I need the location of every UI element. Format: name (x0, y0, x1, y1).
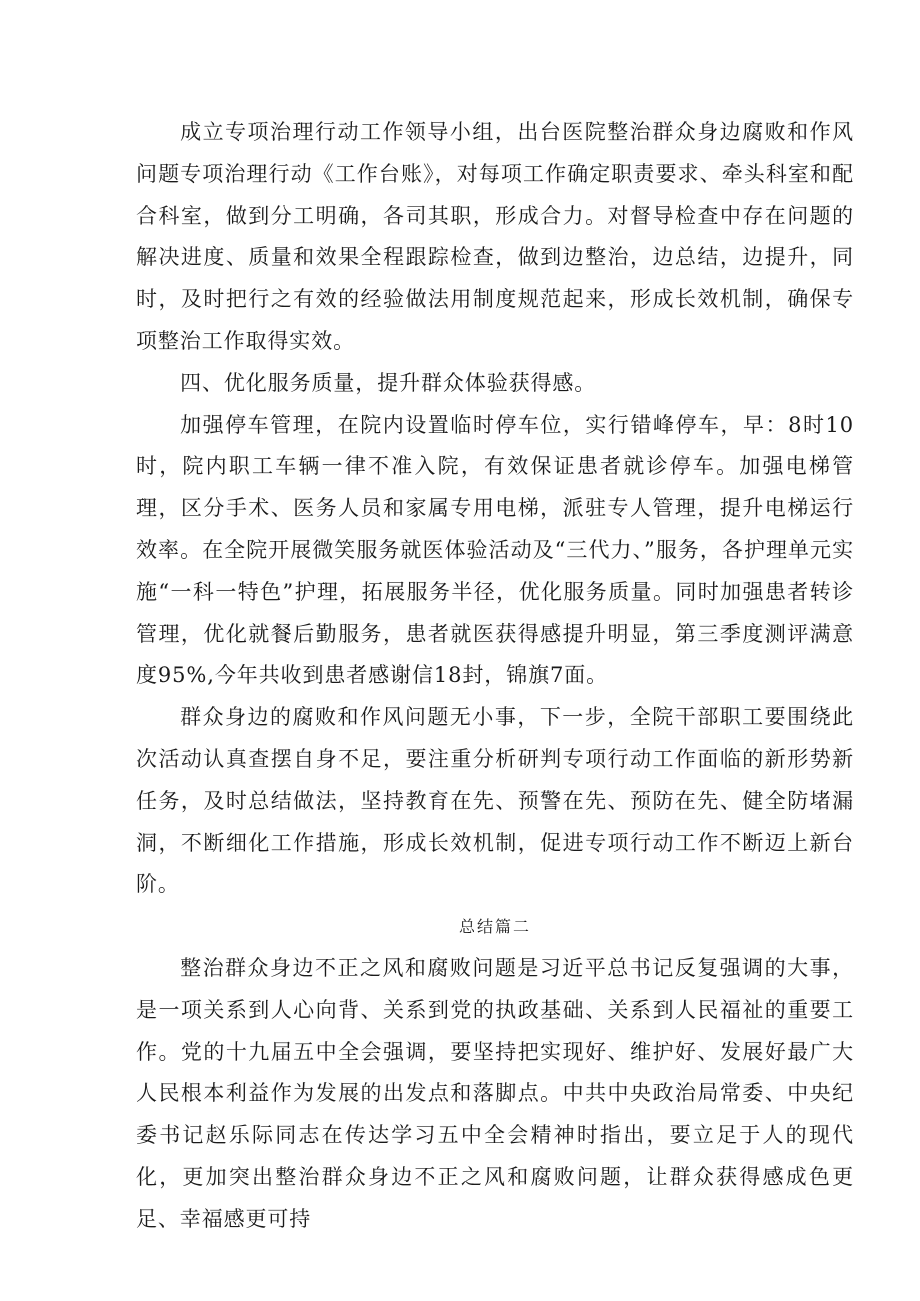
paragraph: 群众身边的腐败和作风问题无小事，下一步，全院干部职工要围绕此次活动认真查摆自身不足，要注重分析研判专项行动工作面临的新形势新任务，及时总结做法，坚持教育在先、预警在先、预防在先、健全防堵漏洞，不断细化工作措施，形成长效机制，促进专项行动工作不断迈上新台阶。 (136, 705, 854, 897)
paragraph: 成立专项治理行动工作领导小组，出台医院整治群众身边腐败和作风问题专项治理行动《工作台账》，对每项工作确定职责要求、牵头科室和配合科室，做到分工明确，各司其职，形成合力。对督导检查中存在问题的解决进度、质量和效果全程跟踪检查，做到边整治，边总结，边提升，同时，及时把行之有效的经验做法用制度规范起来，形成长效机制，确保专项整治工作取得实效。 (136, 120, 854, 353)
section-heading-four: 四、优化服务质量，提升群众体验获得感。 (180, 370, 597, 395)
section-title: 总结篇二 (458, 917, 531, 937)
document-page (136, 112, 854, 1241)
paragraph: 整治群众身边不正之风和腐败问题是习近平总书记反复强调的大事，是一项关系到人心向背、关系到党的执政基础、关系到人民福祉的重要工作。党的十九届五中全会强调，要坚持把实现好、维护好、发展好最广大人民根本利益作为发展的出发点和落脚点。中共中央政治局常委、中央纪委书记赵乐际同志在传达学习五中全会精神时指出，要立足于人的现代化，更加突出整治群众身边不正之风和腐败问题，让群众获得感成色更足、幸福感更可持 (136, 955, 854, 1231)
paragraph: 加强停车管理，在院内设置临时停车位，实行错峰停车，早：8时10时，院内职工车辆一律不准入院，有效保证患者就诊停车。加强电梯管理，区分手术、医务人员和家属专用电梯，派驻专人管理，提升电梯运行效率。在全院开展微笑服务就医体验活动及“三代力、”服务，各护理单元实施“一科一特色”护理，拓展服务半径，优化服务质量。同时加强患者转诊管理，优化就餐后勤服务，患者就医获得感提升明显，第三季度测评满意度95%,今年共收到患者感谢信18封，锦旗7面。 (136, 412, 854, 688)
